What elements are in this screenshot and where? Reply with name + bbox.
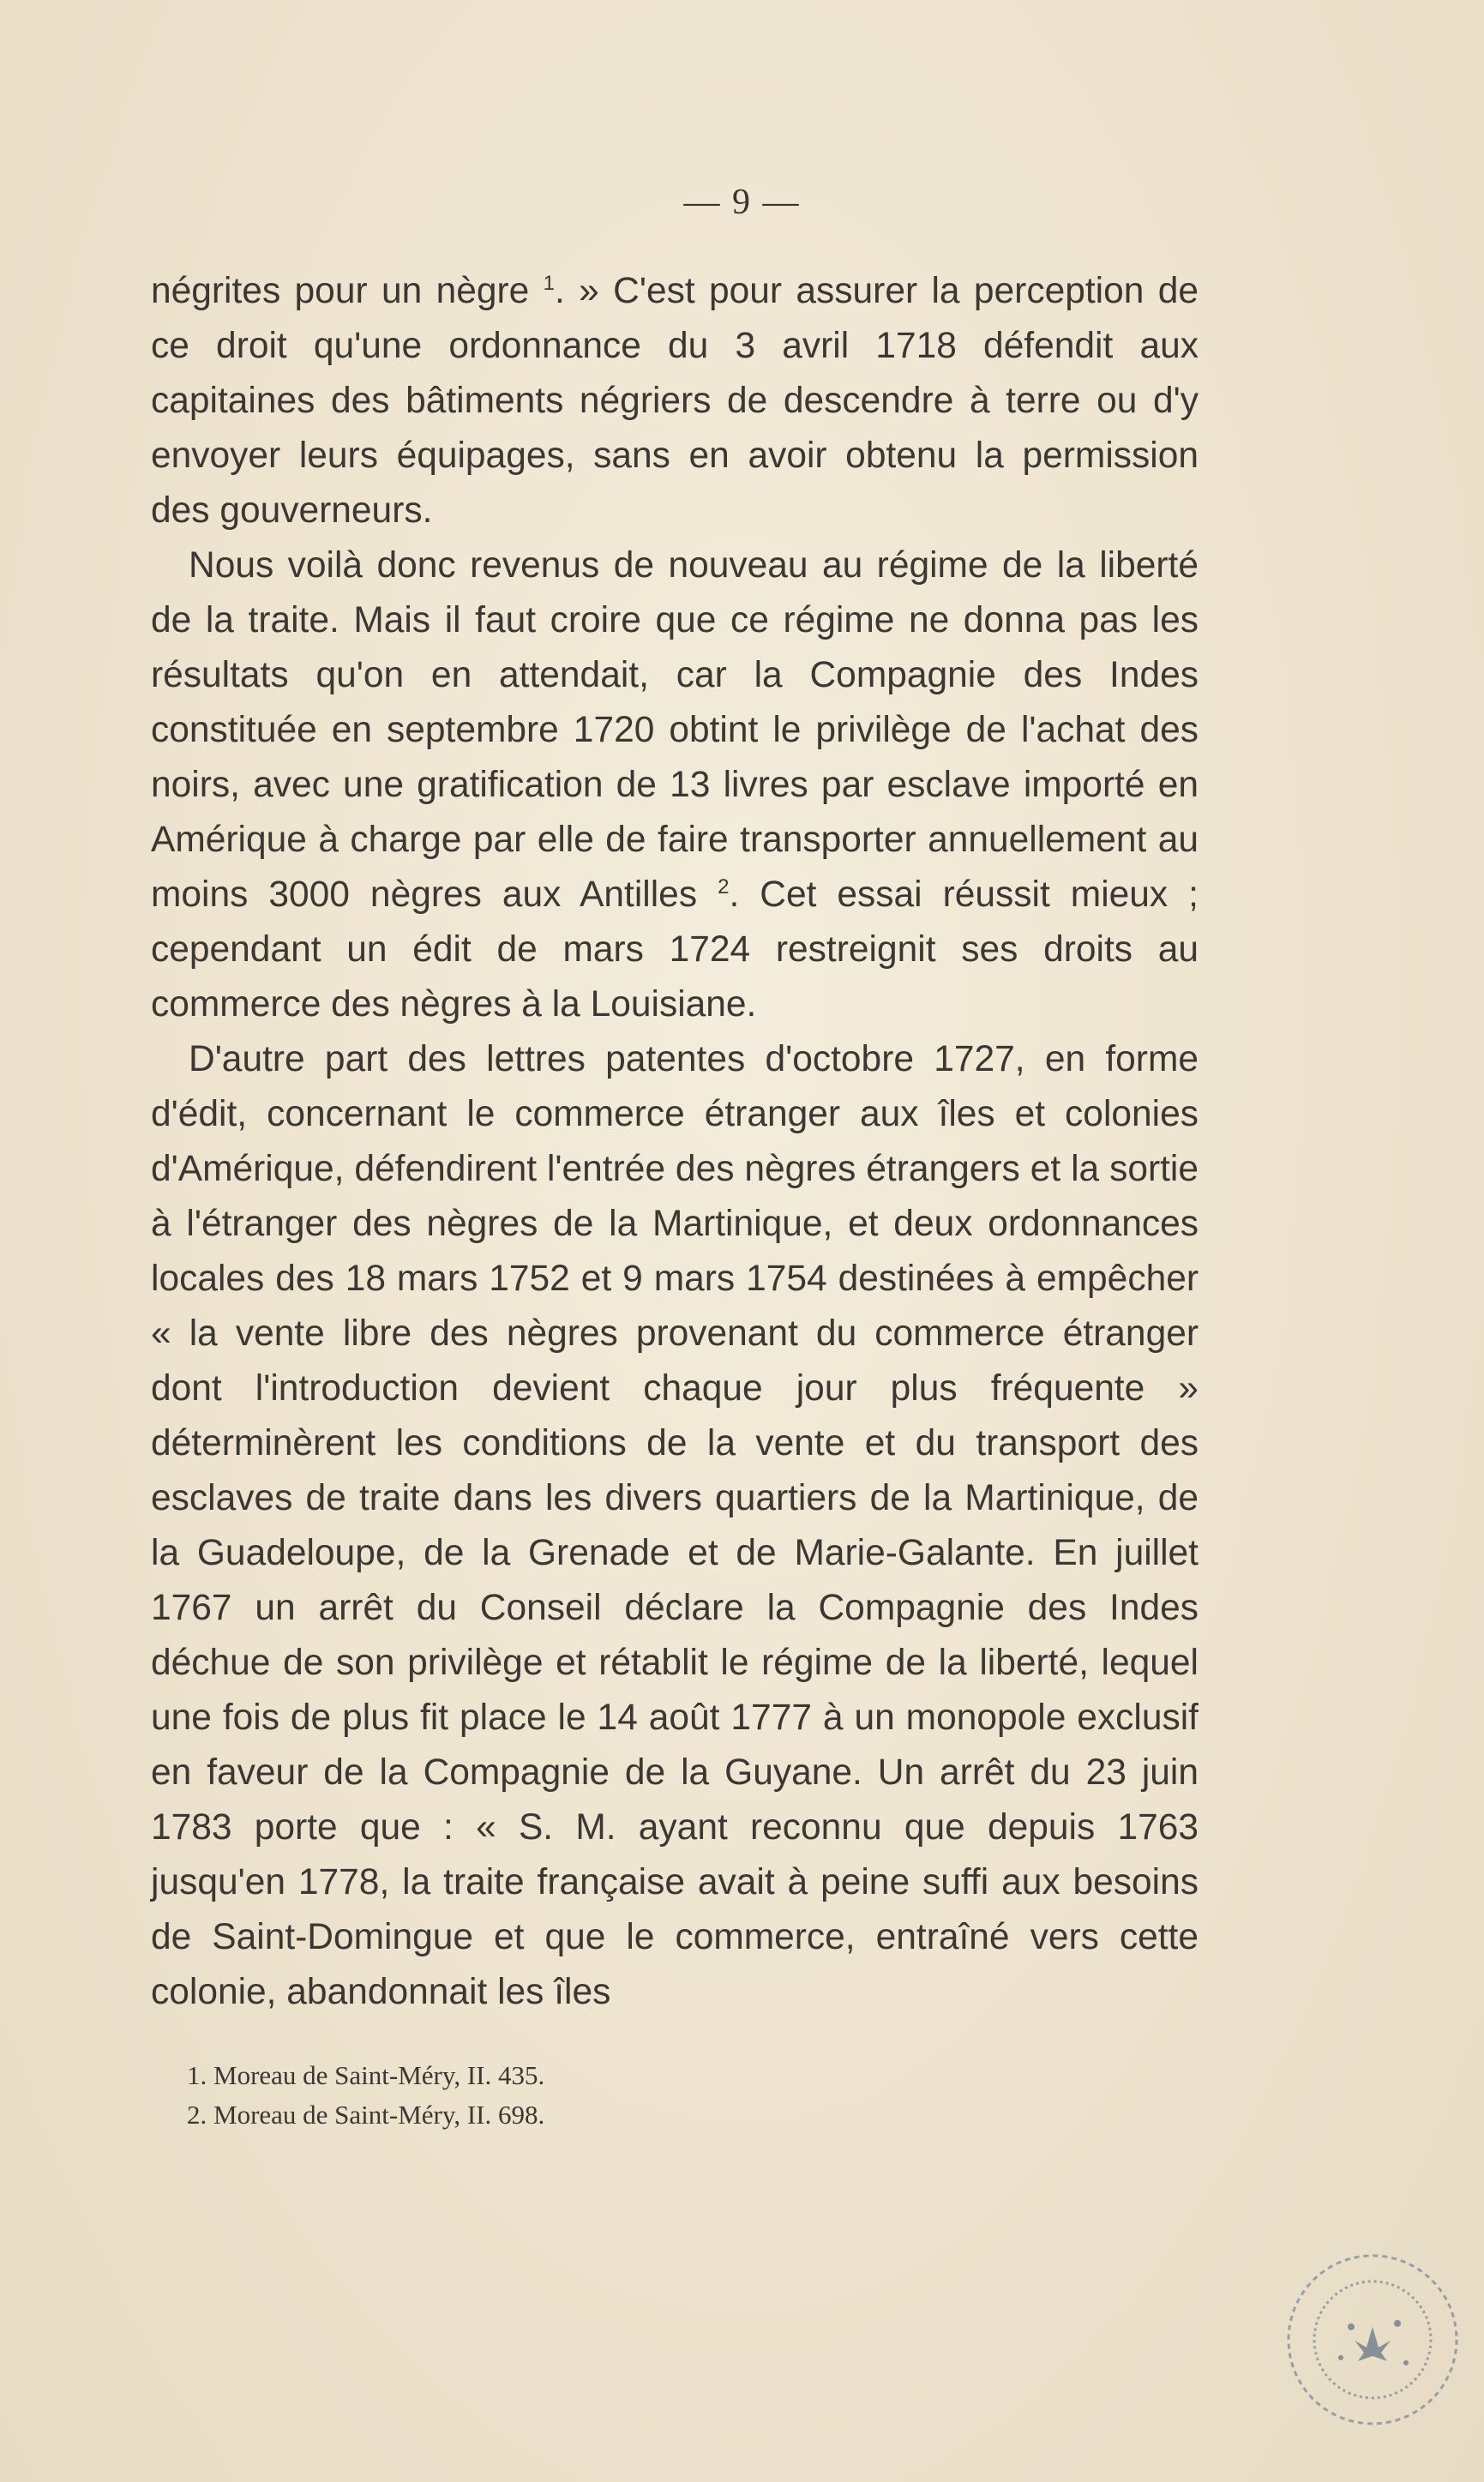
footnote-1: 1. Moreau de Saint-Méry, II. 435.	[187, 2060, 545, 2090]
body-text	[151, 264, 1199, 2020]
page-number: — 9 —	[683, 183, 801, 222]
library-stamp-icon	[1277, 2245, 1468, 2435]
paragraph-3: D'autre part des lettres patentes d'octobre 1727, en forme d'édit, concernant le commerce étranger aux îles et colonies d'Amérique, défendirent l'entrée des nègres étrangers et la sortie à l'étranger des nègres de la Martinique, et deux ordonnances locales des 18 mars 1752 et 9 mars 1754 destinées à empêcher « la vente libre des nègres provenant du commerce étranger dont l'introduction devient chaque jour plus fréquente » déterminèrent les conditions de la vente et du transport des esclaves de traite dans les divers quartiers de la Martinique, de la Guadeloupe, de la Grenade et de Marie-Galante. En juillet 1767 un arrêt du Conseil déclare la Compagnie des Indes déchue de son privilège et rétablit le régime de la liberté, lequel une fois de plus fit place le 14 août 1777 à un monopole exclusif en faveur de la Compagnie de la Guyane. Un arrêt du 23 juin 1783 porte que : « S. M. ayant reconnu que depuis 1763 jusqu'en 1778, la traite française avait à peine suffi aux besoins de Saint-Domingue et que le commerce, entraîné vers cette colonie, abandonnait les îles	[151, 1039, 1199, 2012]
paragraph-2-text-a: Nous voilà donc revenus de nouveau au régime de la liberté de la traite. Mais il faut croire que ce régime ne donna pas les résultats qu'on en attendait, car la Compagnie des Indes constituée en septembre 1720 obtint le privilège de l'achat des noirs, avec une gratification de 13 livres par esclave importé en Amérique à charge par elle de faire transporter annuellement au moins 3000 nègres aux Antilles	[151, 545, 1199, 915]
paragraph-2-text-b: . Cet essai réussit mieux ; cependant un édit de mars 1724 restreignit ses droits au commerce des nègres à la Louisiane.	[151, 874, 1199, 1025]
paragraph-1	[151, 264, 1199, 538]
footnote-2: 2. Moreau de Saint-Méry, II. 698.	[187, 2100, 545, 2130]
footnote-ref-1: 1	[543, 271, 555, 295]
paragraph-2	[151, 538, 1199, 1032]
footnote-ref-2: 2	[718, 874, 730, 898]
paragraph-1-text-b: . » C'est pour assurer la perception de ce droit qu'une ordonnance du 3 avril 1718 défendit aux capitaines des bâtiments négriers de descendre à terre ou d'y envoyer leurs équipages, sans en avoir obtenu la permission des gouverneurs.	[151, 271, 1199, 531]
footnotes	[187, 2056, 1130, 2135]
paragraph-1-text-a: négrites pour un nègre	[151, 271, 544, 311]
